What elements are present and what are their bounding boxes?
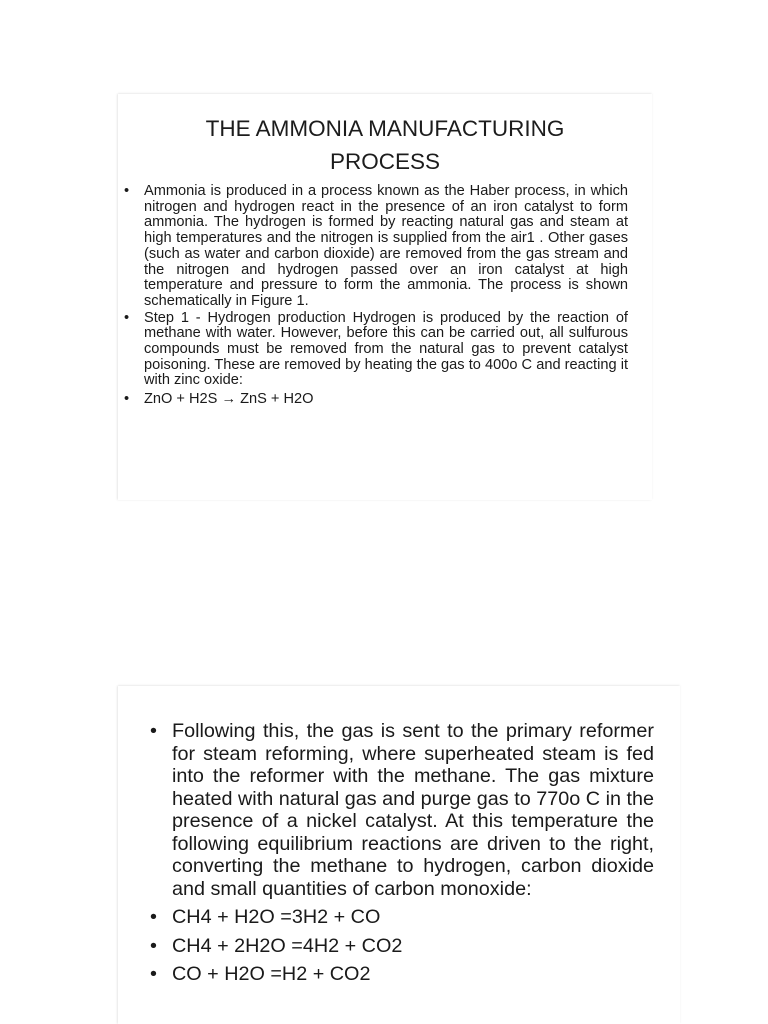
list-item: [150, 720, 654, 900]
slide-steam-reforming: [118, 686, 680, 1024]
bullet-list: [118, 686, 680, 986]
bullet-text: Step 1 - Hydrogen production Hydrogen is produced by the reaction of methane with water. However, before this can be carried out, all sulfurous compounds must be removed from the natural gas to prevent catalyst poisoning. These are removed by heating the gas to 400o C and reacting it with zinc oxide:: [144, 309, 628, 389]
slide-title-line2: PROCESS: [329, 149, 441, 174]
bullet-icon: •: [124, 309, 130, 326]
list-item: [124, 391, 628, 408]
bullet-text: Ammonia is produced in a process known as the Haber process, in which nitrogen and hydrogen react in the presence of an iron catalyst to form ammonia. The hydrogen is formed by reacting natural gas and steam at high temperatures and the nitrogen is supplied from the air1 . Other gases (such as water and carbon dioxide) are removed from the gas stream and the nitrogen and hydrogen passed over an iron catalyst at high temperature and pressure to form the ammonia. The process is shown schematically in Figure 1.: [144, 183, 628, 309]
bullet-list: [118, 184, 652, 408]
bullet-text: Following this, the gas is sent to the primary reformer for steam reforming, where superheated steam is fed into the reformer with the methane. The gas mixture heated with natural gas and purge gas to 770o C in the presence of a nickel catalyst. At this temperature the following equilibrium reactions are driven to the right, converting the methane to hydrogen, carbon dioxide and small quantities of carbon monoxide:: [172, 720, 654, 900]
list-item: [124, 183, 628, 310]
list-item: [150, 963, 654, 986]
slide-title: [138, 112, 632, 178]
bullet-icon: •: [124, 183, 130, 199]
list-item: [150, 906, 654, 929]
reaction-equation: CO + H2O =H2 + CO2: [172, 963, 371, 985]
bullet-icon: •: [150, 934, 157, 957]
list-item: [124, 309, 628, 390]
reaction-equation: CH4 + 2H2O =4H2 + CO2: [172, 934, 403, 957]
reaction-equation: CH4 + H2O =3H2 + CO: [172, 906, 381, 928]
bullet-icon: •: [150, 720, 157, 742]
bullet-text: ZnO + H2S → ZnS + H2O: [144, 391, 314, 408]
bullet-icon: •: [150, 963, 157, 985]
list-item: [150, 934, 654, 958]
bullet-icon: •: [124, 391, 130, 408]
bullet-icon: •: [150, 906, 157, 928]
slide-ammonia-process: [118, 94, 652, 500]
slide-title-line1: THE AMMONIA MANUFACTURING: [205, 116, 565, 141]
